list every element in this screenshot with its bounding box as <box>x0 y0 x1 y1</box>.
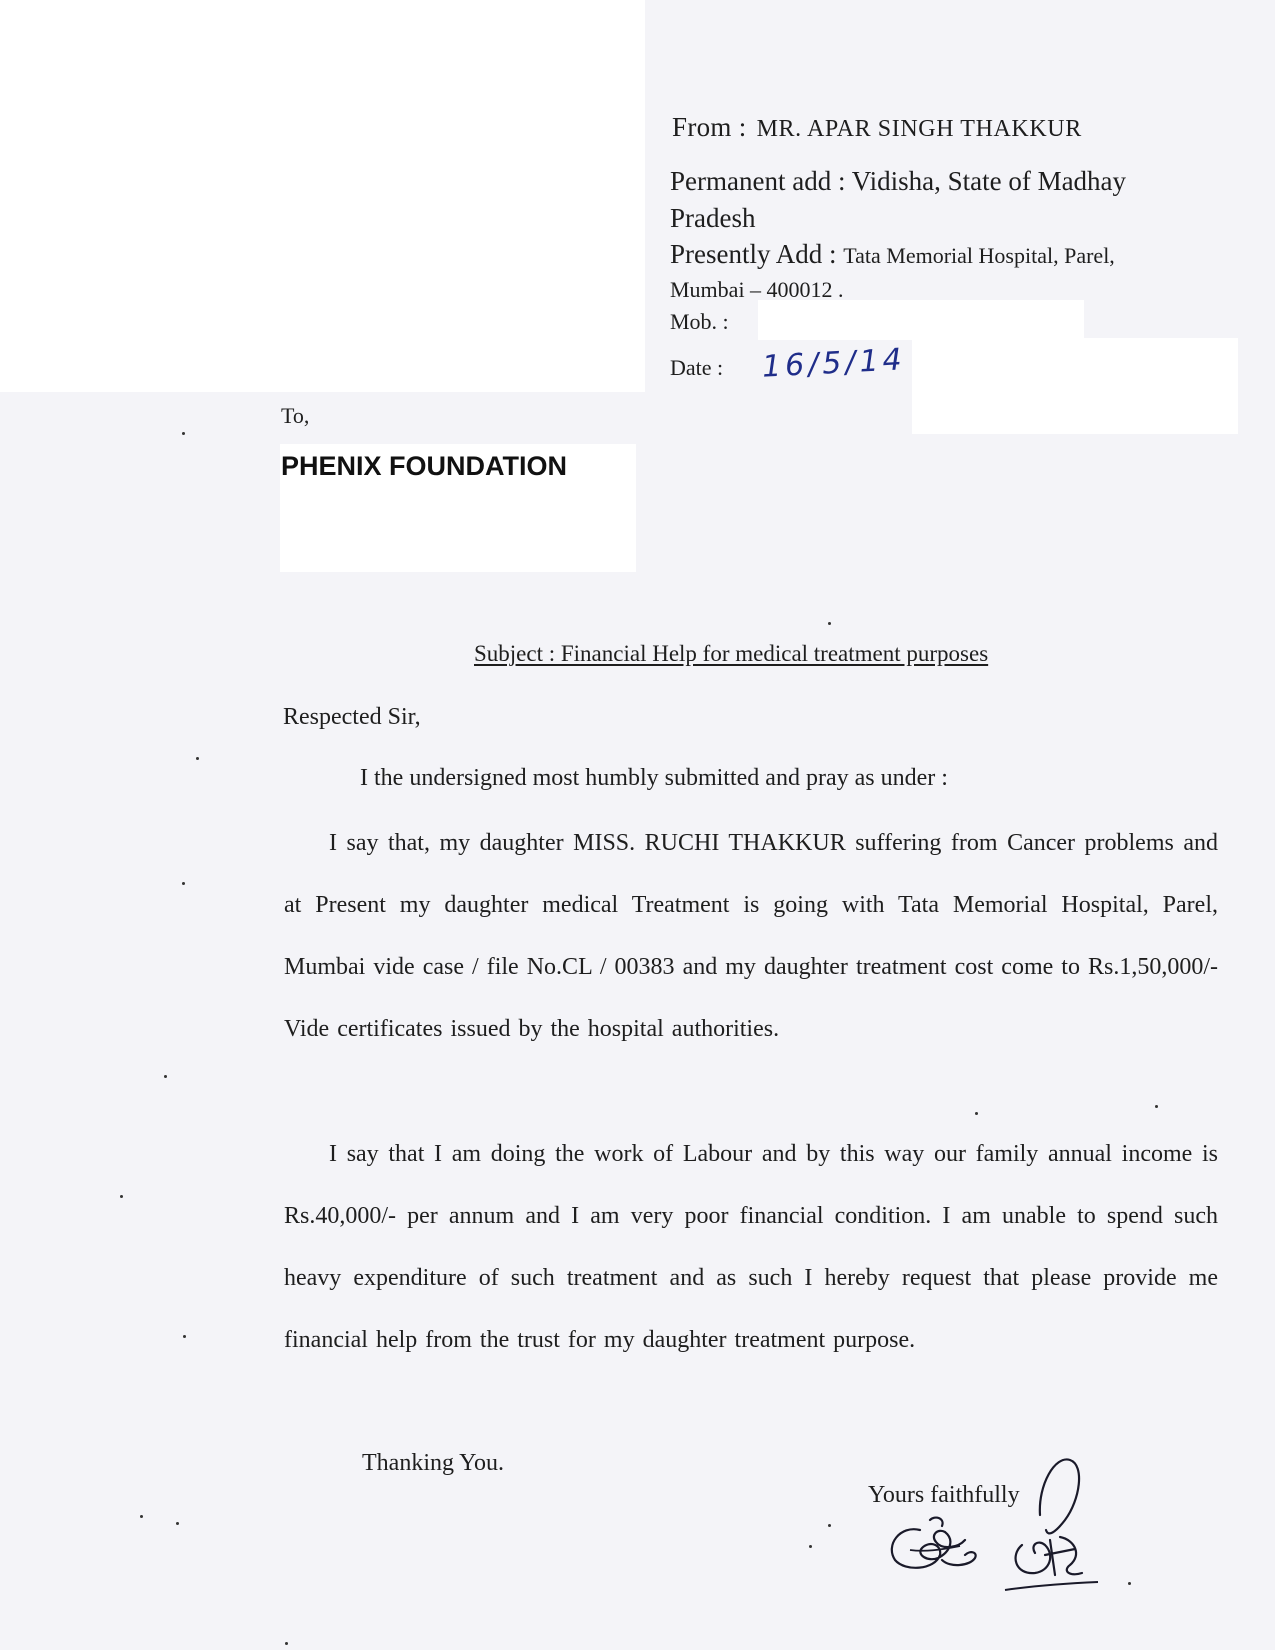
present-address-value: Tata Memorial Hospital, Parel, <box>843 243 1115 268</box>
present-address-label: Presently Add : <box>670 239 837 269</box>
paragraph-1 <box>284 812 1218 1060</box>
scan-speck <box>164 1075 167 1078</box>
salutation: Respected Sir, <box>283 704 421 730</box>
scan-speck <box>182 882 185 885</box>
scan-speck <box>828 1524 831 1527</box>
scan-speck <box>809 1545 812 1548</box>
intro-line: I the undersigned most humbly submitted and pray as under : <box>360 765 948 791</box>
permanent-address-line <box>670 166 1126 197</box>
paragraph-1-text: I say that, my daughter MISS. RUCHI THAKKUR suffering from Cancer problems and at Present my daughter medical Treatment is going with Tata Memorial Hospital, Parel, Mumbai vide case / file No.CL / 00383 and my daughter treatment cost come to Rs.1,50,000/- Vide certificates issued by the hospital authorities. <box>284 830 1218 1042</box>
scan-speck <box>182 432 185 435</box>
signature-left-icon <box>880 1500 990 1580</box>
date-handwritten-value: 16/5/14 <box>761 342 907 385</box>
scan-speck <box>183 1335 186 1338</box>
redaction-patch-mobile <box>758 300 1084 340</box>
scan-speck <box>975 1112 978 1115</box>
signature-left <box>880 1500 990 1585</box>
paragraph-2 <box>284 1123 1218 1371</box>
scan-speck <box>1155 1105 1158 1108</box>
from-value: MR. APAR SINGH THAKKUR <box>756 116 1082 142</box>
present-address-line-2: Mumbai – 400012 . <box>670 277 844 302</box>
permanent-address-label: Permanent add : <box>670 166 846 196</box>
scan-speck <box>120 1195 123 1198</box>
paragraph-2-text: I say that I am doing the work of Labour and by this way our family annual income is Rs.40,000/- per annum and I am very poor financial condition. I am unable to spend such heavy expenditure of such treatment and as such I hereby request that please provide me financial help from the trust for my daughter treatment purpose. <box>284 1141 1218 1353</box>
from-line <box>672 112 1082 143</box>
scan-speck <box>176 1522 179 1525</box>
redaction-patch-right <box>912 338 1238 434</box>
permanent-address-line-2: Pradesh <box>670 203 756 233</box>
scan-speck <box>285 1642 288 1645</box>
to-label: To, <box>281 403 310 428</box>
recipient-organization: PHENIX FOUNDATION <box>281 451 568 481</box>
permanent-address-value: Vidisha, State of Madhay <box>851 166 1127 196</box>
closing-line: Yours faithfully <box>868 1482 1020 1508</box>
present-address-line <box>670 239 1115 270</box>
signature-right-icon <box>1000 1445 1110 1595</box>
scan-speck <box>1128 1582 1131 1585</box>
from-label: From : <box>672 112 747 142</box>
subject-line: Subject : Financial Help for medical treatment purposes <box>474 641 989 666</box>
date-label: Date : <box>670 355 724 380</box>
scan-speck <box>140 1515 143 1518</box>
scan-speck <box>828 622 831 625</box>
thanking-line: Thanking You. <box>362 1450 505 1476</box>
scan-speck <box>196 757 199 760</box>
mobile-label: Mob. : <box>670 309 729 334</box>
redaction-patch-top-left <box>0 0 645 392</box>
signature-right <box>1000 1445 1110 1600</box>
